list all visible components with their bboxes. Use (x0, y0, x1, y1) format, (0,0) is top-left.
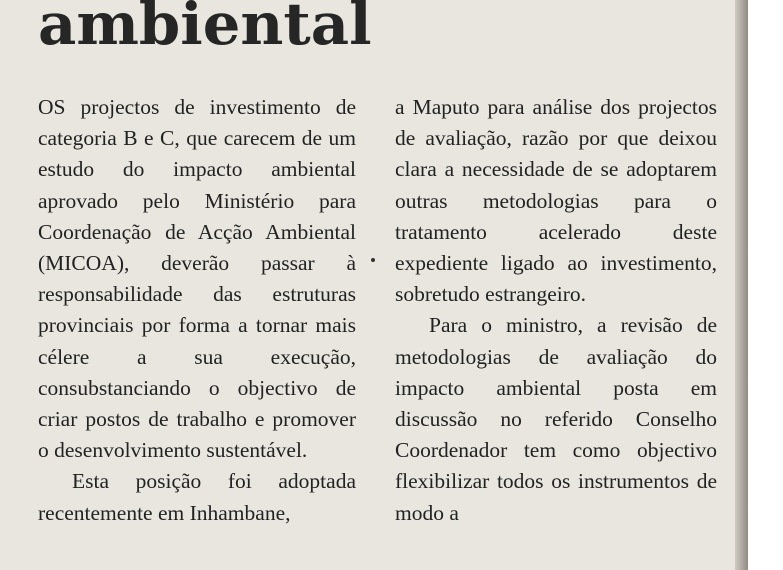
scan-margin (748, 0, 783, 570)
article-column-left (38, 92, 356, 529)
paragraph: a Maputo para análise dos projectos de avaliação, razão por que deixou clara a necessidade de se adoptarem outras metodologias para o tratamento acelerado deste expediente ligado ao investimento, sobretudo estrangeiro. (395, 95, 717, 307)
headline: ambiental (38, 0, 372, 58)
article-column-right (395, 92, 717, 529)
paragraph: Esta posição foi adoptada recentemente em Inhambane, (38, 469, 356, 525)
page-edge-shadow (735, 0, 748, 570)
paragraph: OS projectos de investimento de categoria B e C, que carecem de um estudo do impacto ambiental aprovado pelo Ministério para Coordenação de Acção Ambiental (MICOA), deverão passar à responsabilidade das estruturas provinciais por forma a tornar mais célere a sua execução, consubstanciando o objectivo de criar postos de trabalho e promover o desenvolvimento sustentável. (38, 95, 356, 463)
paragraph: Para o ministro, a revisão de metodologias de avaliação do impacto ambiental posta em discussão no referido Conselho Coordenador tem como objectivo flexibilizar todos os instrumentos de modo a (395, 313, 717, 525)
print-dot (371, 258, 375, 262)
